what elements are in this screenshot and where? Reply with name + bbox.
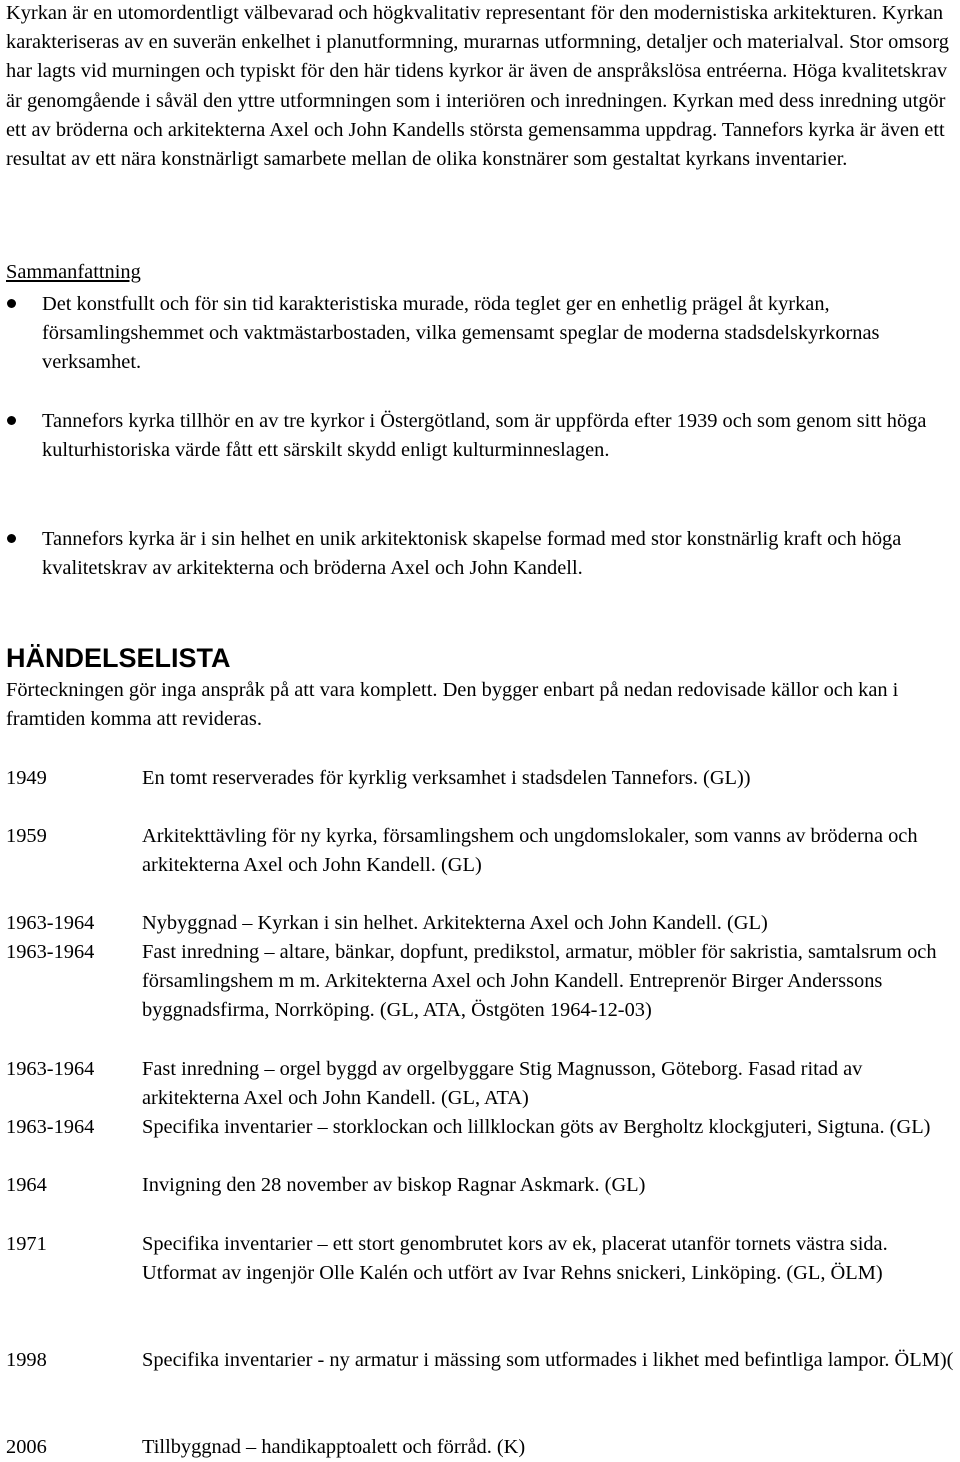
event-description: Specifika inventarier – ett stort genombrutet kors av ek, placerat utanför tornets västra sida. Utformat av ingenjör Olle Kalén och utfört av Ivar Rehns snickeri, Linköping. (GL, ÖLM) bbox=[142, 1233, 888, 1285]
event-description: Specifika inventarier – storklockan och lillklockan göts av Bergholtz klockgjuteri, Sigtuna. (GL) bbox=[142, 1116, 931, 1138]
event-year: 1964 bbox=[6, 1174, 47, 1196]
event-year: 1959 bbox=[6, 825, 47, 847]
event-year: 1963-1964 bbox=[6, 941, 95, 963]
summary-bullet-text: Det konstfullt och för sin tid karakteristiska murade, röda teglet ger en enhetlig prägel åt kyrkan, församlingshemmet och vaktmästarbostaden, vilka gemensamt speglar de moderna stadsdelskyrkornas verksamhet. bbox=[42, 293, 880, 374]
event-description: Tillbyggnad – handikapptoalett och förråd. (K) bbox=[142, 1436, 526, 1458]
bullet-dot-icon bbox=[7, 534, 16, 543]
intro-paragraph: Kyrkan är en utomordentligt välbevarad och högkvalitativ representant för den modernistiska arkitekturen. Kyrkan karakteriseras av en suverän enkelhet i planutformning, murarnas utformning, detaljer och materialval. Stor omsorg har lagts vid murningen och typiskt för den här tidens kyrkor är även de anspråkslösa entréerna. Höga kvalitetskrav är genomgående i såväl den yttre utformningen som i interiören och inredningen. Kyrkan med dess inredning utgör ett av bröderna och arkitekterna Axel och John Kandells största gemensamma uppdrag. Tannefors kyrka är även ett resultat av ett nära konstnärligt samarbete mellan de olika konstnärer som gestaltat kyrkans inventarier. bbox=[6, 2, 949, 171]
event-year: 1971 bbox=[6, 1233, 47, 1255]
event-description: Arkitekttävling för ny kyrka, församlingshem och ungdomslokaler, som vanns av bröderna och arkitekterna Axel och John Kandell. (GL) bbox=[142, 825, 918, 877]
event-year: 2006 bbox=[6, 1436, 47, 1458]
summary-bullet-text: Tannefors kyrka är i sin helhet en unik arkitektonisk skapelse formad med stor konstnärlig kraft och höga kvalitetskrav av arkitekterna och bröderna Axel och John Kandell. bbox=[42, 528, 902, 580]
event-description: En tomt reserverades för kyrklig verksamhet i stadsdelen Tannefors. (GL)) bbox=[142, 767, 751, 789]
bullet-dot-icon bbox=[7, 416, 16, 425]
event-year: 1949 bbox=[6, 767, 47, 789]
event-year: 1998 bbox=[6, 1349, 47, 1371]
event-description: Nybyggnad – Kyrkan i sin helhet. Arkitekterna Axel och John Kandell. (GL) bbox=[142, 912, 768, 934]
event-year: 1963-1964 bbox=[6, 1116, 95, 1138]
event-description: Fast inredning – orgel byggd av orgelbyggare Stig Magnusson, Göteborg. Fasad ritad av arkitekterna Axel och John Kandell. (GL, ATA) bbox=[142, 1058, 863, 1110]
event-description: Fast inredning – altare, bänkar, dopfunt, predikstol, armatur, möbler för sakristia, samtalsrum och församlingshem m m. Arkitekterna Axel och John Kandell. Entreprenör Birger Anderssons byggnadsfirma, Norrköping. (GL, ATA, Östgöten 1964-12-03) bbox=[142, 941, 937, 1022]
bullet-dot-icon bbox=[7, 299, 16, 308]
summary-bullet-text: Tannefors kyrka tillhör en av tre kyrkor i Östergötland, som är uppförda efter 1939 och som genom sitt höga kulturhistoriska värde fått ett särskilt skydd enligt kulturminneslagen. bbox=[42, 410, 927, 462]
event-description: Invigning den 28 november av biskop Ragnar Askmark. (GL) bbox=[142, 1174, 646, 1196]
summary-heading: Sammanfattning bbox=[6, 261, 141, 283]
event-list-intro: Förteckningen gör inga anspråk på att vara komplett. Den bygger enbart på nedan redovisade källor och kan i framtiden komma att revideras. bbox=[6, 679, 899, 731]
event-description: Specifika inventarier - ny armatur i mässing som utformades i likhet med befintliga lampor. ÖLM)( bbox=[142, 1349, 954, 1371]
event-year: 1963-1964 bbox=[6, 1058, 95, 1080]
event-list-heading: HÄNDELSELISTA bbox=[6, 643, 231, 673]
event-year: 1963-1964 bbox=[6, 912, 95, 934]
